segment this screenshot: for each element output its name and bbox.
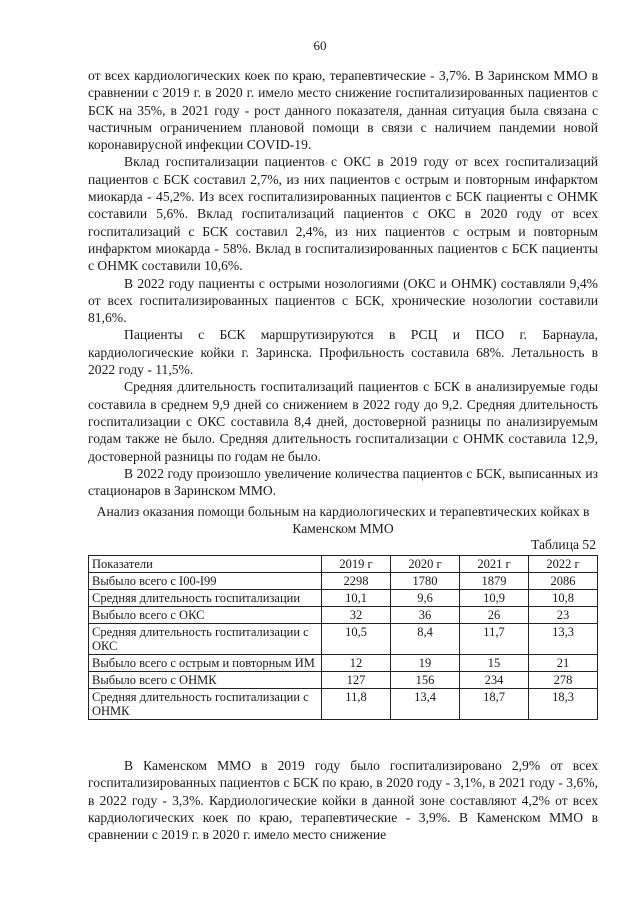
table-cell: 12 (322, 655, 391, 672)
row-label: Выбыло всего с ОКС (89, 607, 322, 624)
table-row (89, 607, 598, 624)
table-cell: 156 (391, 672, 460, 689)
paragraph-4: Пациенты с БСК маршрутизируются в РСЦ и ПСО г. Барнаула, кардиологические койки г. Заринска. Профильность составила 68%. Летальность в 2022 году - 11,5%. (88, 327, 598, 378)
table-cell: 13,4 (391, 689, 460, 720)
table-cell: 1780 (391, 573, 460, 590)
table-cell: 26 (460, 607, 529, 624)
table-cell: 10,5 (322, 624, 391, 655)
body-text-bottom (88, 757, 598, 843)
table-cell: 21 (529, 655, 598, 672)
paragraph-7: В Каменском ММО в 2019 году было госпитализировано 2,9% от всех госпитализированных пациентов с БСК по краю, в 2020 году - 3,1%, в 2021 году - 3,6%, в 2022 году - 3,3%. Кардиологические койки в данной зоне составляют 4,2% от всех кардиологических коек по краю, терапевтические - 3,9%. В Каменском ММО в сравнении с 2019 г. в 2020 г. имело место снижение (88, 758, 598, 843)
row-label: Средняя длительность госпитализации с ОКС (89, 624, 322, 655)
header-cell: 2021 г (460, 556, 529, 573)
header-cell: 2020 г (391, 556, 460, 573)
row-label: Средняя длительность госпитализации (89, 590, 322, 607)
table-cell: 234 (460, 672, 529, 689)
table-row (89, 624, 598, 655)
table-cell: 36 (391, 607, 460, 624)
table-cell: 9,6 (391, 590, 460, 607)
page-number: 60 (313, 38, 327, 53)
table-label: Таблица 52 (531, 537, 596, 552)
table-cell: 10,1 (322, 590, 391, 607)
paragraph-5: Средняя длительность госпитализаций пациентов с БСК в анализируемые годы составила в среднем 9,9 дней со снижением в 2022 году до 9,2. Средняя длительность госпитализации с ОКС составила 8,4 дней, достоверной разницы по анализируемым годам также не было. Средняя длительность госпитализации с ОНМК составила 12,9, достоверной разницы по годам не было. (88, 379, 598, 464)
table-row (89, 689, 598, 720)
table-row (89, 655, 598, 672)
table-cell: 8,4 (391, 624, 460, 655)
table-cell: 18,7 (460, 689, 529, 720)
table-cell: 10,9 (460, 590, 529, 607)
body-text-top (88, 67, 598, 499)
table-row (89, 573, 598, 590)
paragraph-6: В 2022 году произошло увеличение количества пациентов с БСК, выписанных из стационаров в Заринском ММО. (88, 465, 598, 499)
header-cell: 2019 г (322, 556, 391, 573)
table-cell: 18,3 (529, 689, 598, 720)
table-row (89, 590, 598, 607)
table-cell: 11,7 (460, 624, 529, 655)
table-row (89, 672, 598, 689)
paragraph-1: от всех кардиологических коек по краю, терапевтические - 3,7%. В Заринском ММО в сравнении с 2019 г. в 2020 г. имело место снижение госпитализированных пациентов с БСК на 35%, в 2021 году - рост данного показателя, данная ситуация была связана с частичным ограничением плановой помощи в связи с наличием пандемии новой коронавирусной инфекции COVID-19. (88, 68, 598, 153)
row-label: Выбыло всего с ОНМК (89, 672, 322, 689)
header-cell: Показатели (89, 556, 322, 573)
table-cell: 1879 (460, 573, 529, 590)
row-label: Средняя длительность госпитализации с ОНМК (89, 689, 322, 720)
table-cell: 11,8 (322, 689, 391, 720)
paragraph-2: Вклад госпитализации пациентов с ОКС в 2019 году от всех госпитализаций пациентов с БСК составил 2,7%, из них пациентов с острым и повторным инфарктом миокарда - 45,2%. Из всех госпитализированных пациентов с БСК пациенты с ОНМК составили 5,6%. Вклад госпитализаций пациентов с ОКС в 2020 году от всех госпитализаций с БСК составил 2,4%, из них пациентов с острым и повторным инфарктом миокарда - 58%. Вклад в госпитализированных пациентов с БСК пациенты с ОНМК составили 10,6%. (88, 154, 598, 274)
table-header-row (89, 556, 598, 573)
table-cell: 278 (529, 672, 598, 689)
data-table (88, 555, 598, 720)
table-cell: 13,3 (529, 624, 598, 655)
table-cell: 32 (322, 607, 391, 624)
table-cell: 10,8 (529, 590, 598, 607)
paragraph-3: В 2022 году пациенты с острыми нозологиями (ОКС и ОНМК) составляли 9,4% от всех госпитализированных пациентов с БСК, хронические нозологии составили 81,6%. (88, 275, 598, 326)
table-cell: 23 (529, 607, 598, 624)
table-cell: 127 (322, 672, 391, 689)
table-cell: 19 (391, 655, 460, 672)
table-caption: Анализ оказания помощи больным на кардиологических и терапевтических койках в Каменском ММО (96, 504, 590, 537)
row-label: Выбыло всего с острым и повторным ИМ (89, 655, 322, 672)
header-cell: 2022 г (529, 556, 598, 573)
table-cell: 2298 (322, 573, 391, 590)
table-cell: 2086 (529, 573, 598, 590)
row-label: Выбыло всего с I00-I99 (89, 573, 322, 590)
table-cell: 15 (460, 655, 529, 672)
